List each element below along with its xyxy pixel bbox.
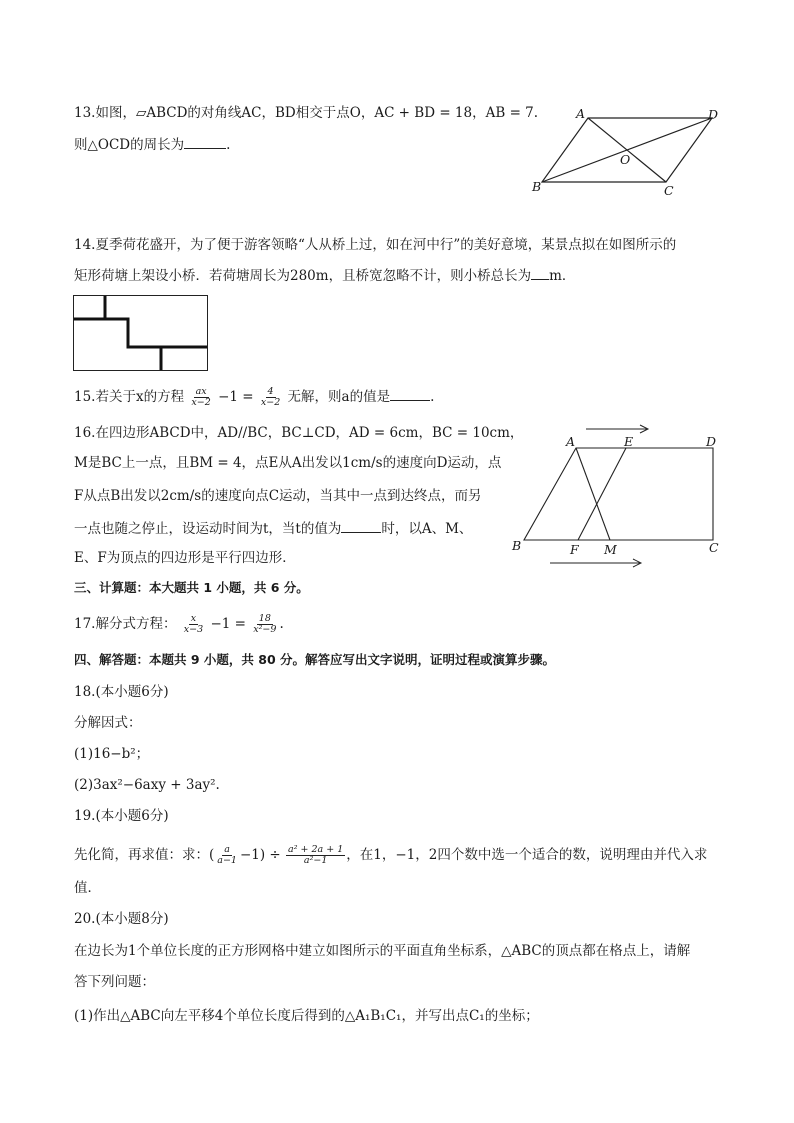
label-B: B (512, 538, 522, 553)
q20-part1: (1)作出△ABC向左平移4个单位长度后得到的△A₁B₁C₁，并写出点C₁的坐标； (74, 1008, 539, 1024)
q16-line4: 一点也随之停止，设运动时间为t，当t的值为 时，以A、M、 (74, 518, 472, 539)
label-E: E (624, 434, 634, 449)
q18-intro: 分解因式： (74, 715, 142, 731)
q15-line: 15.若关于x的方程 $\frac{ax}{x-2}$ −1 = $\frac{4}{x-2}$ 无解，则a的值是 . (74, 386, 435, 408)
q15-fraction-1: $\frac{ax}{x-2}$ (191, 386, 211, 408)
q18-part2: (2)3ax²−6axy + 3ay². (74, 777, 220, 793)
q18-part1: (1)16−b²； (74, 746, 150, 762)
answer-blank (184, 134, 226, 149)
answer-blank (341, 518, 381, 533)
label-F: F (570, 542, 579, 557)
q16-line3: F从点B出发以2cm/s的速度向点C运动，当其中一点到达终点，而另 (74, 488, 482, 504)
label-D: D (708, 107, 719, 122)
q15-middle: −1 = (218, 389, 254, 405)
q19-fraction-1: $\frac{a}{a-1}$ (217, 844, 237, 866)
label-A: A (566, 434, 576, 449)
q15-prefix: 15.若关于x的方程 (74, 389, 185, 405)
label-M: M (604, 542, 617, 557)
label-D: D (706, 434, 717, 449)
q15-fraction-2: $\frac{4}{x-2}$ (260, 386, 281, 408)
q13-line2 (74, 134, 230, 155)
q14-line2 (74, 265, 575, 286)
label-C: C (709, 540, 719, 555)
label-O: O (620, 152, 631, 167)
answer-blank (390, 386, 430, 401)
q20-line1: 在边长为1个单位长度的正方形网格中建立如图所示的平面直角坐标系，△ABC的顶点都在格点上，请解 (74, 943, 691, 959)
q17-fraction-1: $\frac{x}{x-3}$ (183, 613, 204, 635)
parallelogram-figure (528, 102, 728, 202)
pond-bridge-figure (73, 295, 209, 373)
q13-end: . (226, 137, 231, 153)
label-A: A (576, 106, 586, 121)
q17-fraction-2: $\frac{18}{\text{x²−9}}$ (253, 613, 277, 635)
q13-text: 则△OCD的周长为 (74, 137, 185, 153)
section-4-heading: 四、解答题：本题共 9 小题，共 80 分。解答应写出文字说明，证明过程或演算步骤。 (74, 652, 556, 667)
q20-title: 20.(本小题8分) (74, 911, 169, 927)
section-3-heading: 三、计算题：本大题共 1 小题，共 6 分。 (74, 580, 309, 595)
q19-fraction-2: $\frac{\text{a² + 2a + 1}}{\text{a²−1}}$ (288, 844, 344, 866)
q14-unit: m． (549, 268, 576, 284)
q14-text: 矩形荷塘上架设小桥．若荷塘周长为280m，且桥宽忽略不计，则小桥总长为 (74, 268, 532, 284)
q14-line1: 14.夏季荷花盛开，为了便于游客领略“人从桥上过，如在河中行”的美好意境，某景点拟在如图所示的 (74, 237, 677, 253)
q19-line2: 值． (74, 880, 101, 896)
q19-title: 19.(本小题6分) (74, 808, 169, 824)
q17-line: 17.解分式方程： $\frac{x}{x-3}$ −1 = $\frac{18}{\text{x²−9}}$ . (74, 613, 284, 635)
q16-line2: M是BC上一点，且BM = 4，点E从A出发以1cm/s的速度向D运动，点 (74, 455, 502, 471)
q16-line5: E、F为顶点的四边形是平行四边形． (74, 550, 296, 566)
answer-blank (531, 265, 549, 280)
label-C: C (664, 183, 674, 198)
q16-line1: 16.在四边形ABCD中，AD//BC，BC⊥CD，AD = 6cm，BC = 10cm， (74, 425, 524, 441)
q13-line1: 13.如图，▱ABCD的对角线AC，BD相交于点O，AC + BD = 18，AB = 7. (74, 105, 539, 121)
label-B: B (532, 179, 542, 194)
quadrilateral-figure (508, 420, 728, 572)
q15-suffix: 无解，则a的值是 (287, 389, 391, 405)
q20-line2: 答下列问题： (74, 974, 155, 990)
q19-line1: 先化简，再求值：求：( $\frac{a}{a-1}$ −1) ÷ $\frac{\text{a² + 2a + 1}}{\text{a²−1}}$ ，在1，−1，2四个数中选一个适合的数，说明理由并代入求 (74, 844, 708, 866)
q18-title: 18.(本小题6分) (74, 684, 169, 700)
